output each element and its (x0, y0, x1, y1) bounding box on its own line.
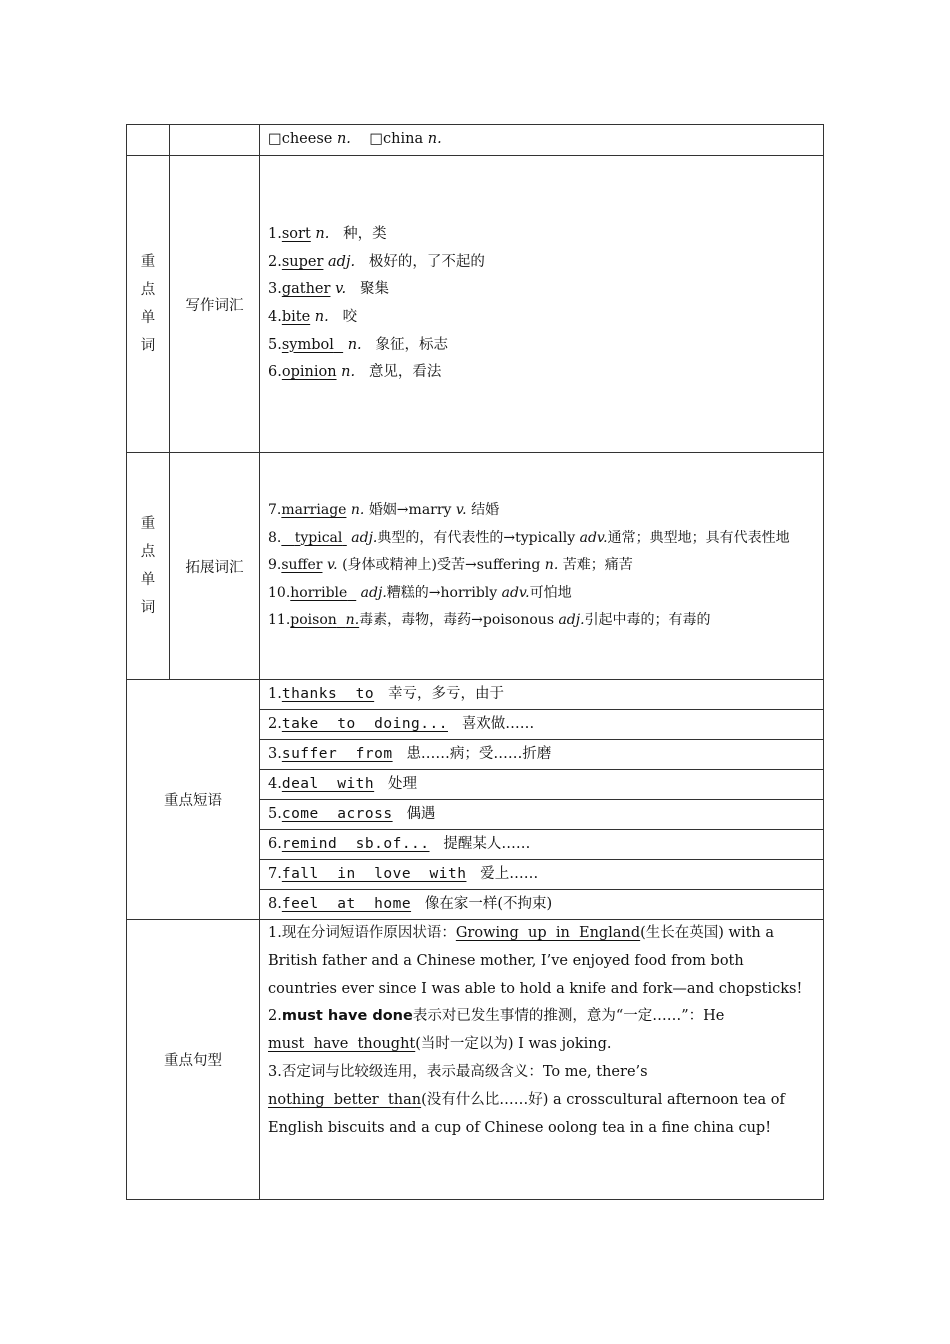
writing-vocab-list (260, 156, 824, 453)
phrase-row (127, 680, 824, 710)
phrase-item: 8.feel at home 像在家一样(不拘束) (268, 896, 553, 912)
phrase-item: 7.fall in love with 爱上…… (268, 866, 539, 882)
writing-vocab-row (127, 156, 824, 453)
extended-vocab-list (260, 453, 824, 680)
sentence-item: 3.否定词与比较级连用，表示最高级含义：To me, there’s nothing better than(没有什么比……好) a crosscultural afternoon tea of English biscuits and a cup of Chinese oolong tea in a fine china cup! (268, 1063, 785, 1136)
cheese-item: □cheese (268, 131, 333, 148)
phrase-item: 2.take to doing... 喜欢做…… (268, 716, 535, 732)
key-words-label-2: 重 点 单 词 (127, 453, 170, 680)
sentence-list (260, 920, 824, 1200)
phrase-item: 4.deal with 处理 (268, 776, 417, 792)
phrase-item: 6.remind sb.of... 提醒某人…… (268, 836, 531, 852)
phrase-item: 1.thanks to 幸亏，多亏，由于 (268, 686, 504, 702)
sentence-row (127, 920, 824, 1200)
vocab-item: 9.suffer v. (身体或精神上)受苦→suffering n. 苦难；痛苦 (268, 557, 633, 574)
key-words-label: 重 点 单 词 (127, 156, 170, 453)
vocab-item: 8. typical adj.典型的，有代表性的→typically adv.通常；典型地；具有代表性地 (268, 529, 790, 546)
writing-vocab-label: 写作词汇 (170, 156, 260, 453)
top-row (127, 125, 824, 156)
phrase-item: 5.come across 偶遇 (268, 806, 436, 822)
vocab-item: 2.super adj. 极好的，了不起的 (268, 253, 485, 270)
sentence-item: 1.现在分词短语作原因状语：Growing up in England(生长在英国) with a British father and a Chinese mother, I’ve enjoyed food from both countries ever since I was able to hold a knife and fork—and chopsticks! (268, 925, 803, 997)
key-sentences-label: 重点句型 (127, 920, 260, 1200)
vocab-item: 7.marriage n. 婚姻→marry v. 结婚 (268, 502, 500, 519)
extended-vocab-row (127, 453, 824, 680)
phrase-item: 3.suffer from 患……病；受……折磨 (268, 746, 552, 762)
vocabulary-table (126, 124, 824, 1200)
china-item: □china (369, 131, 424, 148)
vocab-item: 10.horrible adj.糟糕的→horribly adv.可怕地 (268, 584, 572, 601)
sentence-item: 2.must have done表示对已发生事情的推测，意为“一定……”：He must have thought(当时一定以为) I was joking. (268, 1008, 725, 1053)
vocab-item: 5.symbol n. 象征，标志 (268, 336, 448, 353)
vocab-item: 3.gather v. 聚集 (268, 281, 389, 298)
top-row-content: □cheese n. □china n. (260, 125, 824, 156)
vocab-item: 6.opinion n. 意见，看法 (268, 364, 442, 381)
vocab-item: 4.bite n. 咬 (268, 309, 358, 325)
vocab-item: 11.poison n.毒素，毒物，毒药→poisonous adj.引起中毒的；有毒的 (268, 612, 711, 629)
key-phrases-label: 重点短语 (127, 680, 260, 920)
vocab-item: 1.sort n. 种，类 (268, 226, 387, 243)
extended-vocab-label: 拓展词汇 (170, 453, 260, 680)
